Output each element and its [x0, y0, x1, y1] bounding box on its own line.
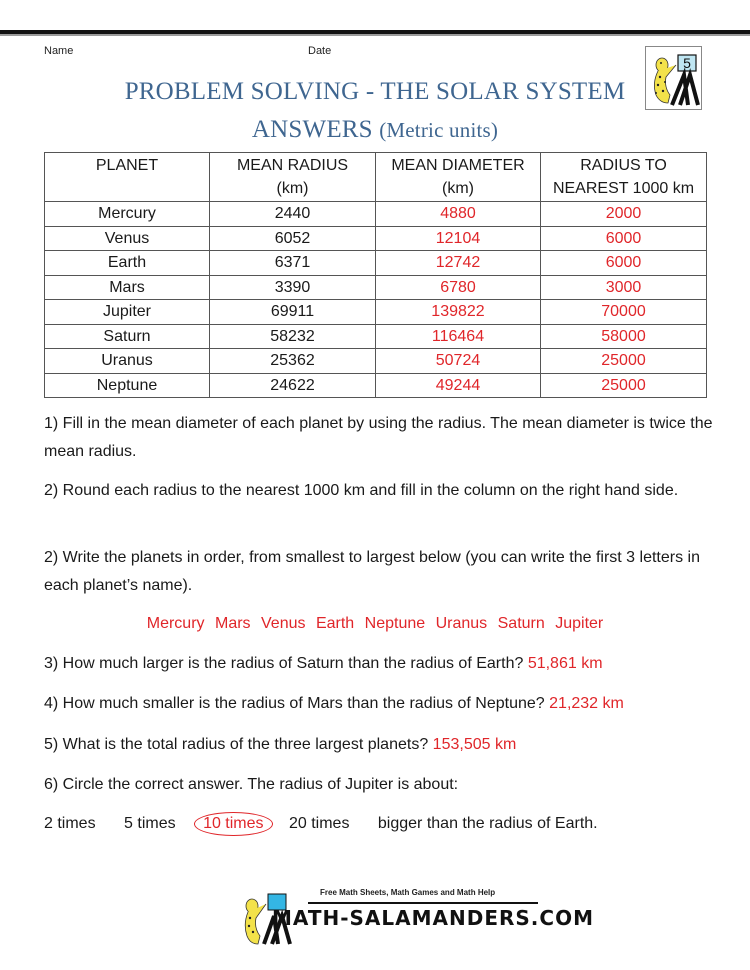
choice-20-times[interactable]: 20 times [288, 815, 350, 832]
cell-radius: 24622 [210, 373, 376, 398]
footer-branding [240, 888, 594, 950]
cell-planet: Mercury [45, 202, 210, 227]
header-radius-rounded: RADIUS TO NEAREST 1000 km [541, 153, 707, 202]
question-6-choices [44, 812, 598, 836]
cell-planet: Mars [45, 275, 210, 300]
table-row [45, 275, 707, 300]
footer-rule [308, 902, 538, 904]
answer-4: 21,232 km [549, 695, 624, 712]
cell-rounded-answer: 6000 [541, 226, 707, 251]
answer-3: 51,861 km [527, 655, 603, 672]
name-label: Name [44, 45, 74, 57]
question-5: 5) What is the total radius of the three largest planets? 153,505 km [44, 736, 517, 753]
table-header-row [45, 153, 707, 202]
planets-table [44, 152, 707, 398]
question-2-order: 2) Write the planets in order, from smallest to largest below (you can write the first 3 letters in each planet’s name). [44, 549, 700, 594]
question-3: 3) How much larger is the radius of Saturn than the radius of Earth? 51,861 km [44, 655, 603, 672]
question-2-round: 2) Round each radius to the nearest 1000 km and fill in the column on the right hand side. [44, 482, 679, 499]
table-row [45, 202, 707, 227]
subtitle-answers: ANSWERS [251, 116, 373, 143]
cell-rounded-answer: 25000 [541, 373, 707, 398]
cell-rounded-answer: 6000 [541, 251, 707, 276]
header-planet: PLANET [45, 153, 210, 202]
header-mean-diameter: MEAN DIAMETER (km) [376, 153, 541, 202]
table-row [45, 324, 707, 349]
cell-planet: Saturn [45, 324, 210, 349]
cell-radius: 6371 [210, 251, 376, 276]
table-row [45, 226, 707, 251]
cell-radius: 69911 [210, 300, 376, 325]
header-mean-radius: MEAN RADIUS (km) [210, 153, 376, 202]
cell-rounded-answer: 2000 [541, 202, 707, 227]
order-item: Saturn [497, 615, 545, 632]
question-4: 4) How much smaller is the radius of Mars than the radius of Neptune? 21,232 km [44, 695, 624, 712]
cell-radius: 25362 [210, 349, 376, 374]
cell-rounded-answer: 25000 [541, 349, 707, 374]
page-subtitle [0, 116, 750, 144]
table-row [45, 373, 707, 398]
table-row [45, 300, 707, 325]
cell-diameter-answer: 12104 [376, 226, 541, 251]
top-border-rule [0, 30, 750, 34]
cell-rounded-answer: 70000 [541, 300, 707, 325]
question-1: 1) Fill in the mean diameter of each planet by using the radius. The mean diameter is twice the mean radius. [44, 415, 713, 460]
cell-diameter-answer: 50724 [376, 349, 541, 374]
order-item: Jupiter [555, 615, 604, 632]
order-answer [0, 615, 750, 633]
table-row [45, 251, 707, 276]
order-item: Mercury [146, 615, 205, 632]
cell-rounded-answer: 3000 [541, 275, 707, 300]
order-item: Venus [261, 615, 306, 632]
cell-planet: Earth [45, 251, 210, 276]
subtitle-units: (Metric units) [379, 118, 499, 142]
order-item: Earth [315, 615, 355, 632]
date-label: Date [308, 45, 332, 57]
cell-radius: 58232 [210, 324, 376, 349]
choice-5-times[interactable]: 5 times [124, 815, 176, 832]
cell-planet: Venus [45, 226, 210, 251]
answer-5: 153,505 km [432, 736, 517, 753]
question-6: 6) Circle the correct answer. The radius of Jupiter is about: [44, 776, 459, 793]
choice-suffix: bigger than the radius of Earth. [377, 815, 598, 832]
choice-10-times-circled[interactable]: 10 times [194, 812, 272, 836]
order-item: Mars [214, 615, 251, 632]
choice-2-times[interactable]: 2 times [44, 815, 96, 832]
page-title: PROBLEM SOLVING - THE SOLAR SYSTEM [124, 78, 626, 105]
cell-planet: Uranus [45, 349, 210, 374]
cell-radius: 6052 [210, 226, 376, 251]
cell-diameter-answer: 4880 [376, 202, 541, 227]
cell-planet: Neptune [45, 373, 210, 398]
table-row [45, 349, 707, 374]
cell-radius: 3390 [210, 275, 376, 300]
footer-site-name: MATH-SALAMANDERS.COM [272, 906, 594, 930]
footer-tagline: Free Math Sheets, Math Games and Math Help [320, 888, 496, 897]
cell-rounded-answer: 58000 [541, 324, 707, 349]
cell-diameter-answer: 12742 [376, 251, 541, 276]
cell-diameter-answer: 116464 [376, 324, 541, 349]
order-item: Uranus [435, 615, 488, 632]
order-item: Neptune [364, 615, 426, 632]
cell-radius: 2440 [210, 202, 376, 227]
svg-text:5: 5 [683, 55, 691, 71]
cell-diameter-answer: 6780 [376, 275, 541, 300]
cell-planet: Jupiter [45, 300, 210, 325]
cell-diameter-answer: 139822 [376, 300, 541, 325]
cell-diameter-answer: 49244 [376, 373, 541, 398]
